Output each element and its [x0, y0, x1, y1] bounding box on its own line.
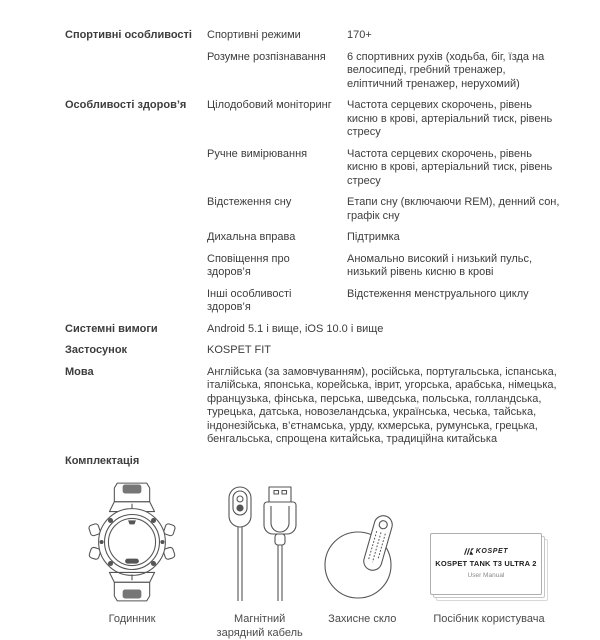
spec-value: Англійська (за замовчуванням), російська, португальська, іспанська, італійська, японська, корейська, іврит, угорська, арабська, німецька, французька, фінська, перська, шведська, польська, голландська, турецька, датська, новозеландська, українська, чеська, тайська, індонезійська, в’єтнамська, урду, кхмерська, румунська, грецька, бенгальська, спрощена китайська, традиційна китайська: [207, 365, 557, 445]
spec-row: [65, 196, 560, 223]
spec-value: KOSPET FIT: [207, 344, 271, 356]
spec-category: Особливості здоров’я: [65, 99, 187, 111]
spec-value: Підтримка: [347, 231, 400, 243]
package-item-cable: [209, 479, 311, 640]
package-item-watch: [56, 479, 208, 640]
package-item-label: Магнітний зарядний кабель: [216, 612, 303, 639]
spec-row: [65, 323, 560, 337]
spec-name: Спортивні режими: [207, 29, 301, 41]
watch-art: [79, 479, 185, 603]
spec-value: Android 5.1 і вище, iOS 10.0 і вище: [207, 322, 384, 335]
spec-category: Спортивні особливості: [65, 29, 192, 41]
package-items: [0, 467, 600, 640]
manual-title: KOSPET TANK T3 ULTRA 2: [435, 559, 537, 568]
spec-value: Аномально високий і низький пульс, низький рівень кисню в крові: [347, 252, 533, 278]
spec-row: [65, 231, 560, 245]
protective-glass-icon: [318, 513, 406, 601]
cable-art: [221, 479, 299, 603]
kospet-logo: [464, 548, 508, 555]
spec-value: 170+: [347, 29, 372, 41]
spec-row: [65, 51, 560, 92]
package-item-label: Захисне скло: [328, 612, 397, 625]
user-manual-icon: [430, 533, 542, 595]
watch-icon: [79, 481, 185, 603]
spec-row: [65, 253, 560, 280]
spec-value: 6 спортивних рухів (ходьба, біг, їзда на велосипеді, гребний тренажер, еліптичний тренажер, нерухомий): [347, 50, 545, 90]
spec-row: [65, 366, 560, 447]
spec-value: Частота серцевих скорочень, рівень кисню в крові, артеріальний тиск, рівень стресу: [347, 147, 553, 187]
spec-name: Розумне розпізнавання: [207, 50, 326, 63]
spec-value: Відстеження менструального циклу: [347, 287, 529, 300]
package-item-label: Годинник: [108, 612, 156, 625]
spec-name: Ручне вимірювання: [207, 147, 308, 160]
spec-category: Системні вимоги: [65, 322, 158, 335]
kospet-logo-icon: [464, 548, 474, 555]
spec-name: Інші особливості здоров’я: [207, 287, 292, 313]
package-item-label: Посібник користувача: [433, 612, 545, 625]
spec-category: Застосунок: [65, 344, 128, 356]
spec-category: Мова: [65, 365, 94, 378]
package-item-manual: [414, 479, 564, 640]
spec-category: [65, 231, 207, 245]
spec-name: Цілодобовий моніторинг: [207, 99, 332, 111]
spec-row: [65, 288, 560, 315]
spec-value: Частота серцевих скорочень, рівень кисню в крові, артеріальний тиск, рівень стресу: [347, 99, 553, 138]
spec-value: Етапи сну (включаючи REM), денний сон, графік сну: [347, 196, 560, 222]
manual-brand: KOSPET: [475, 548, 509, 555]
spec-category: [65, 253, 207, 280]
charging-cable-icon: [221, 483, 299, 603]
spec-category: [65, 196, 207, 223]
package-item-glass: [311, 477, 413, 640]
spec-row: [65, 29, 560, 43]
manual-art: [430, 479, 548, 603]
spec-category: [65, 288, 207, 315]
spec-category: [65, 148, 207, 189]
spec-row: [65, 344, 560, 358]
manual-subtitle: User Manual: [467, 572, 505, 579]
glass-art: [318, 477, 406, 601]
spec-row: [65, 148, 560, 189]
package-heading: Комплектація: [65, 454, 140, 467]
package-section: [0, 455, 600, 640]
spec-name: Дихальна вправа: [207, 231, 296, 243]
spec-row: [65, 99, 560, 140]
spec-name: Сповіщення про здоров’я: [207, 252, 290, 278]
spec-name: Відстеження сну: [207, 196, 292, 208]
spec-category: [65, 51, 207, 92]
